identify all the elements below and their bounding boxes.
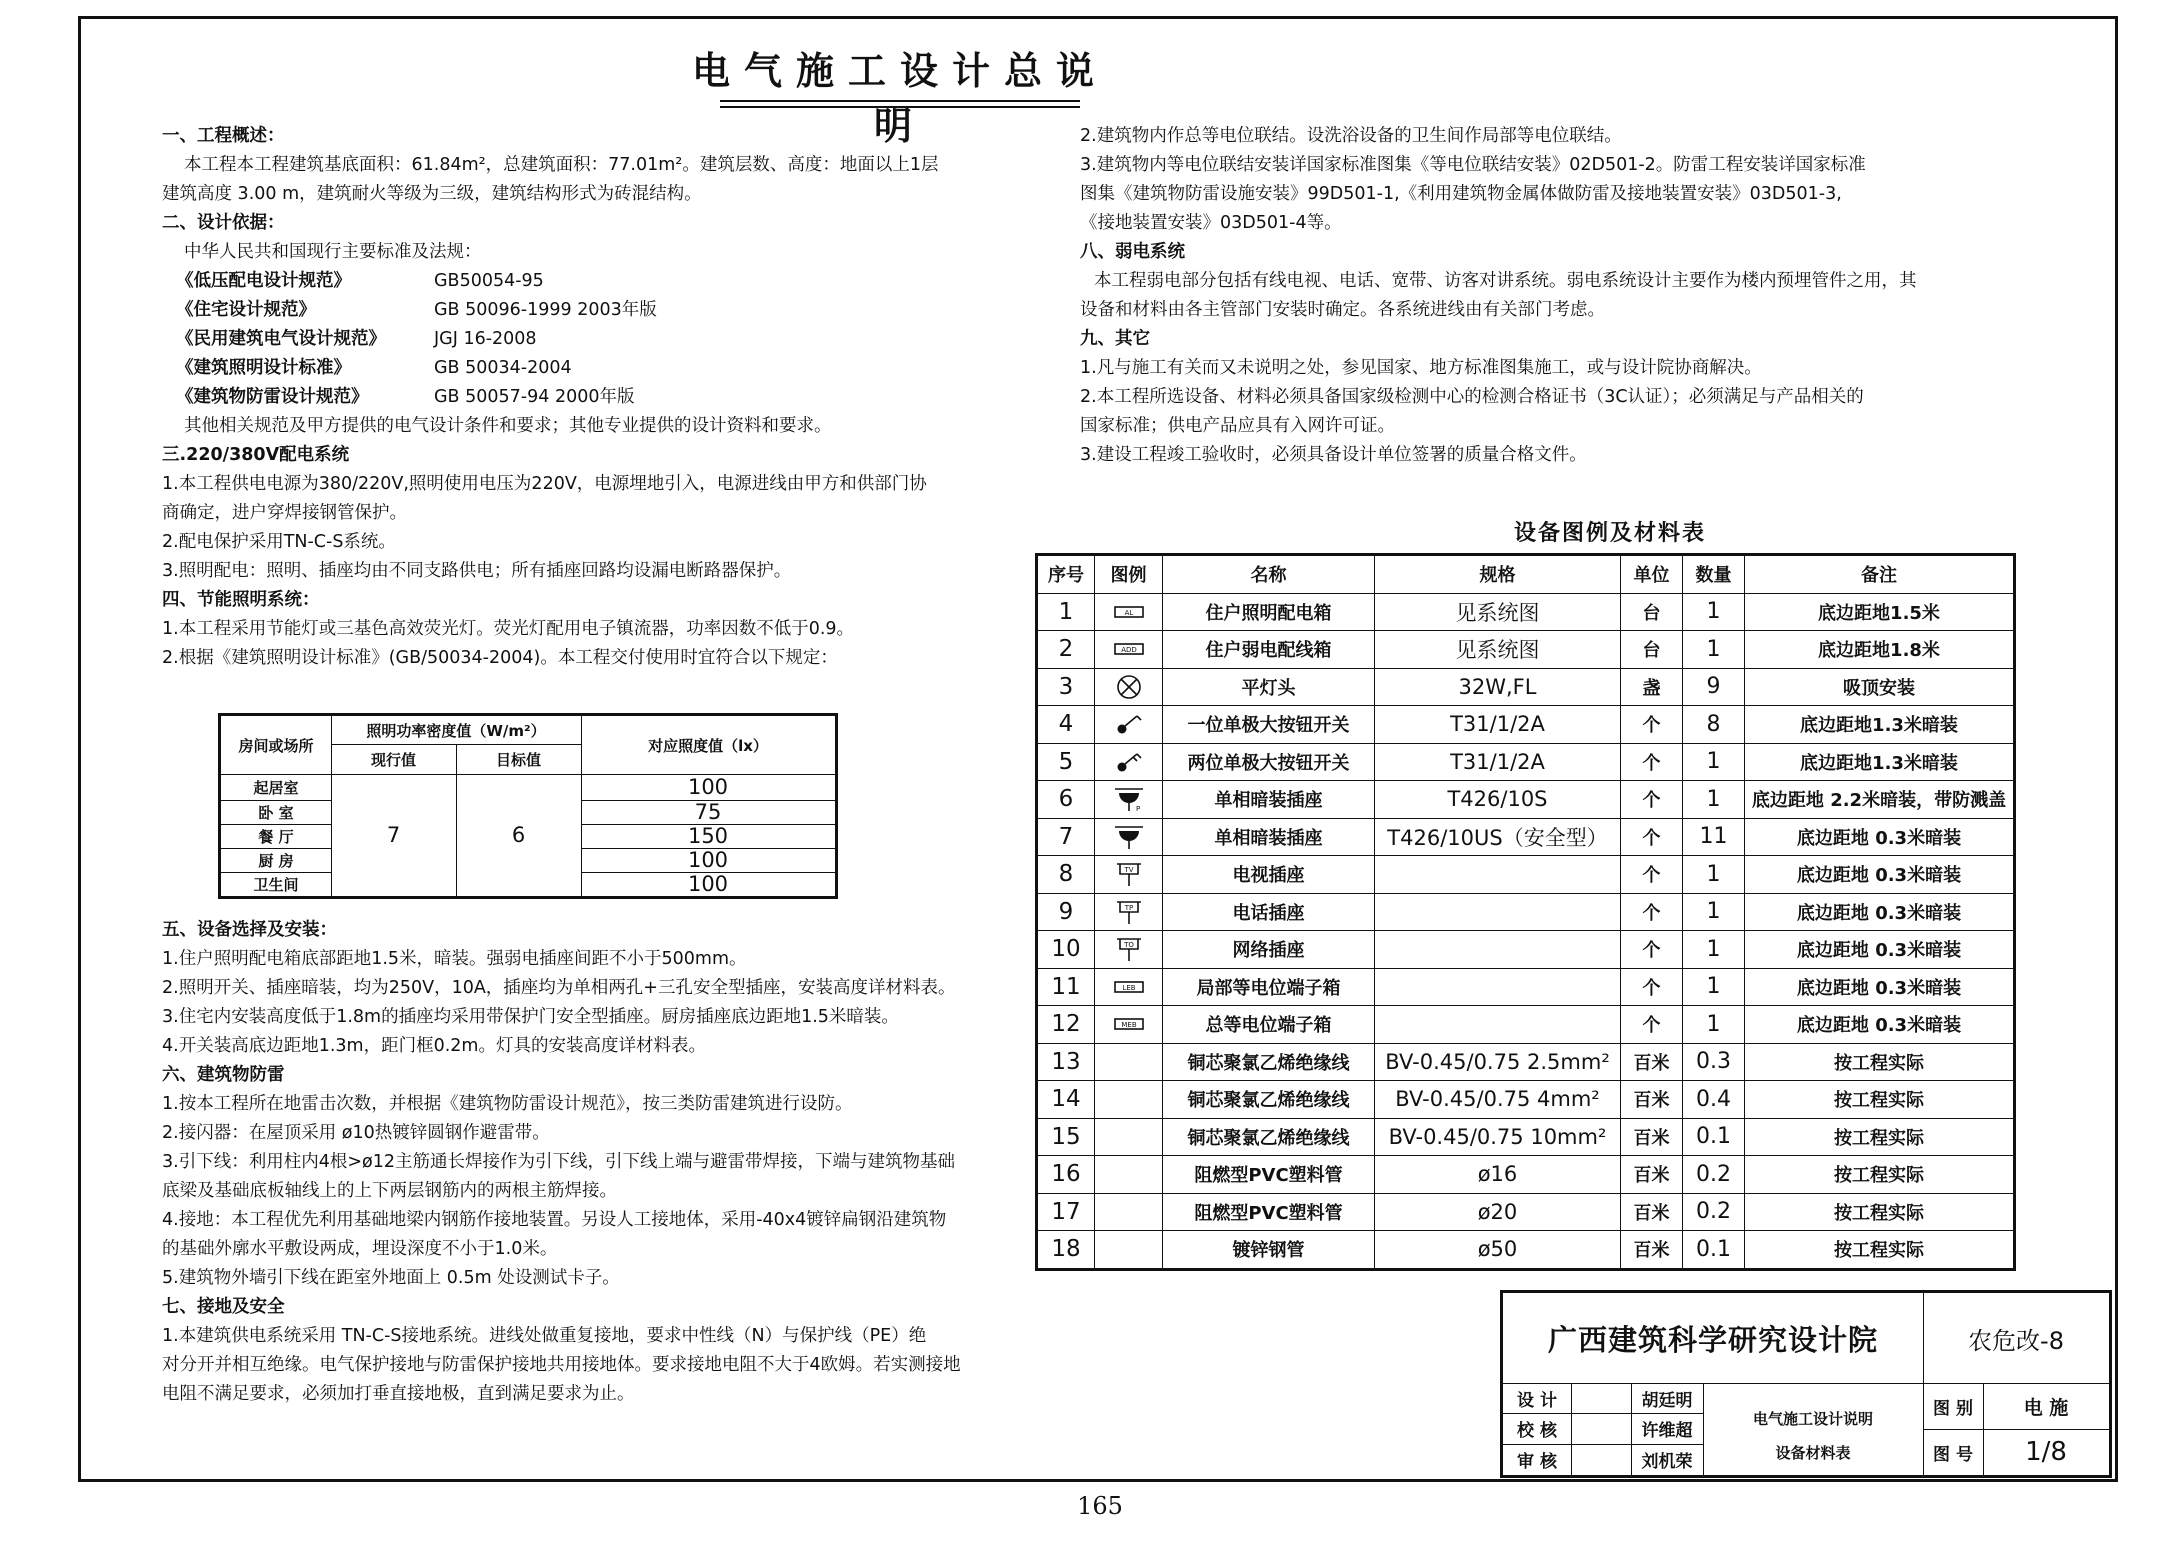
item-qty: 1 (1683, 931, 1745, 969)
row-number: 15 (1037, 1118, 1095, 1156)
item-note: 按工程实际 (1745, 1081, 2015, 1119)
paragraph: 3.照明配电：照明、插座均由不同支路供电；所有插座回路均设漏电断路器保护。 (162, 561, 792, 581)
item-spec: ø16 (1375, 1156, 1621, 1194)
row-number: 18 (1037, 1231, 1095, 1270)
design-label: 设 计 (1517, 1390, 1557, 1411)
standard-code: GB50054-95 (434, 271, 544, 291)
item-note: 底边距地1.5米 (1745, 593, 2015, 631)
column-header: 序号 (1037, 555, 1095, 594)
symbol-cell (1095, 1043, 1163, 1081)
paragraph: 1.本工程供电电源为380/220V,照明使用电压为220V，电源埋地引入，电源进线由甲方和供部门协 (162, 474, 927, 494)
paragraph: 1.本建筑供电系统采用 TN-C-S接地系统。进线处做重复接地，要求中性线（N）与保护线（PE）绝 (162, 1326, 927, 1346)
item-name: 铜芯聚氯乙烯绝缘线 (1163, 1043, 1375, 1081)
paragraph: 1.凡与施工有关而又未说明之处，参见国家、地方标准图集施工，或与设计院协商解决。 (1080, 358, 1762, 378)
svg-text:TO: TO (1123, 941, 1134, 950)
number-label: 图 号 (1933, 1444, 1973, 1465)
paragraph: 商确定，进户穿焊接钢管保护。 (162, 503, 407, 523)
item-note: 按工程实际 (1745, 1118, 2015, 1156)
item-qty: 1 (1683, 781, 1745, 819)
item-name: 住户弱电配线箱 (1163, 631, 1375, 669)
svg-text:MEB: MEB (1120, 1021, 1137, 1030)
category-label: 图 别 (1933, 1398, 1973, 1419)
item-unit: 个 (1621, 968, 1683, 1006)
paragraph: 对分开并相互绝缘。电气保护接地与防雷保护接地共用接地体。要求接地电阻不大于4欧姆。若实测接地 (162, 1355, 961, 1375)
item-unit: 个 (1621, 931, 1683, 969)
item-note: 底边距地 0.3米暗装 (1745, 1006, 2015, 1044)
project-code: 农危改-8 (1968, 1326, 2064, 1355)
symbol-cell (1095, 1081, 1163, 1119)
item-spec: BV-0.45/0.75 10mm² (1375, 1118, 1621, 1156)
item-unit: 个 (1621, 743, 1683, 781)
lux-value: 100 (687, 872, 729, 896)
lamp-icon (1109, 673, 1149, 701)
table-row (1037, 931, 2015, 969)
paragraph: 5.建筑物外墙引下线在距室外地面上 0.5m 处设测试卡子。 (162, 1268, 620, 1288)
symbol-cell (1095, 818, 1163, 856)
socket-icon (1109, 823, 1149, 851)
item-name: 单相暗装插座 (1163, 818, 1375, 856)
item-qty: 0.3 (1683, 1043, 1745, 1081)
table-row (1037, 1156, 2015, 1194)
item-note: 按工程实际 (1745, 1156, 2015, 1194)
review-label: 审 核 (1517, 1452, 1557, 1472)
equipment-table-title: 设备图例及材料表 (1513, 521, 1706, 546)
room-name: 厨 房 (258, 851, 294, 870)
box-symbol-icon (1109, 635, 1149, 663)
symbol-cell (1095, 1231, 1163, 1270)
paragraph: 国家标准；供电产品应具有入网许可证。 (1080, 416, 1395, 436)
left-column (162, 122, 939, 673)
item-unit: 盏 (1621, 668, 1683, 706)
item-spec (1375, 856, 1621, 894)
room-name: 起居室 (253, 778, 299, 797)
symbol-cell (1095, 631, 1163, 669)
item-unit: 个 (1621, 818, 1683, 856)
item-qty: 0.4 (1683, 1081, 1745, 1119)
item-qty: 1 (1683, 893, 1745, 931)
paragraph: 2.照明开关、插座暗装，均为250V，10A，插座均为单相两孔+三孔安全型插座，安装高度详材料表。 (162, 978, 956, 998)
item-qty: 11 (1683, 818, 1745, 856)
table-row (1037, 631, 2015, 669)
item-unit: 个 (1621, 856, 1683, 894)
paragraph: 2.接闪器：在屋顶采用 ø10热镀锌圆钢作避雷带。 (162, 1123, 550, 1143)
item-qty: 1 (1683, 968, 1745, 1006)
row-number: 12 (1037, 1006, 1095, 1044)
item-note: 底边距地1.8米 (1745, 631, 2015, 669)
item-name: 电视插座 (1163, 856, 1375, 894)
paragraph: 建筑高度 3.00 m，建筑耐火等级为三级，建筑结构形式为砖混结构。 (162, 184, 702, 204)
standard-row (162, 296, 932, 325)
row-number: 14 (1037, 1081, 1095, 1119)
item-spec: BV-0.45/0.75 4mm² (1375, 1081, 1621, 1119)
item-unit: 台 (1621, 631, 1683, 669)
item-name: 一位单极大按钮开关 (1163, 706, 1375, 744)
symbol-cell (1095, 781, 1163, 819)
paragraph: 3.建设工程竣工验收时，必须具备设计单位签署的质量合格文件。 (1080, 445, 1587, 465)
drawing-title-2: 设备材料表 (1775, 1443, 1851, 1462)
header-density: 照明功率密度值（W/m²） (366, 721, 546, 740)
header-room: 房间或场所 (238, 736, 314, 755)
item-note: 底边距地 0.3米暗装 (1745, 893, 2015, 931)
standard-code: JGJ 16-2008 (434, 329, 537, 349)
svg-text:AL: AL (1124, 608, 1133, 617)
paragraph: 4.接地：本工程优先利用基础地梁内钢筋作接地装置。另设人工接地体，采用-40x4镀锌扁钢沿建筑物 (162, 1210, 947, 1230)
paragraph: 中华人民共和国现行主要标准及法规： (184, 242, 482, 262)
item-name: 镀锌钢管 (1163, 1231, 1375, 1270)
section-heading: 九、其它 (1080, 329, 1150, 349)
item-qty: 8 (1683, 706, 1745, 744)
page-number: 165 (1077, 1492, 1123, 1520)
item-spec (1375, 931, 1621, 969)
paragraph: 的基础外廓水平敷设两成，埋设深度不小于1.0米。 (162, 1239, 558, 1259)
standard-row (162, 354, 932, 383)
row-number: 17 (1037, 1193, 1095, 1231)
current-value: 7 (386, 823, 401, 847)
lighting-density-table (218, 713, 838, 899)
section-heading: 一、工程概述： (162, 126, 285, 146)
paragraph: 2.本工程所选设备、材料必须具备国家级检测中心的检测合格证书（3C认证）；必须满足与产品相关的 (1080, 387, 1864, 407)
item-name: 两位单极大按钮开关 (1163, 743, 1375, 781)
item-note: 按工程实际 (1745, 1043, 2015, 1081)
item-unit: 个 (1621, 706, 1683, 744)
paragraph: 1.按本工程所在地雷击次数，并根据《建筑物防雷设计规范》，按三类防雷建筑进行设防。 (162, 1094, 853, 1114)
item-unit: 百米 (1621, 1231, 1683, 1270)
symbol-cell (1095, 1193, 1163, 1231)
section-heading: 四、节能照明系统： (162, 590, 320, 610)
item-name: 铜芯聚氯乙烯绝缘线 (1163, 1118, 1375, 1156)
table-row (1037, 593, 2015, 631)
standard-name: 《建筑照明设计标准》 (176, 358, 351, 378)
paragraph: 3.住宅内安装高度低于1.8m的插座均采用带保护门安全型插座。厨房插座底边距地1.5米暗装。 (162, 1007, 899, 1027)
item-note: 底边距地 0.3米暗装 (1745, 931, 2015, 969)
left-column-lower (162, 916, 961, 1409)
table-row (1037, 1193, 2015, 1231)
row-number: 2 (1037, 631, 1095, 669)
header-target: 目标值 (495, 750, 541, 769)
svg-text:P: P (1135, 805, 1140, 814)
row-number: 11 (1037, 968, 1095, 1006)
paragraph: 2.根据《建筑照明设计标准》(GB/50034-2004)。本工程交付使用时宜符合以下规定： (162, 648, 838, 668)
designer-name: 胡廷明 (1641, 1390, 1693, 1411)
item-name: 铜芯聚氯乙烯绝缘线 (1163, 1081, 1375, 1119)
lux-value: 150 (687, 824, 729, 848)
item-spec: T426/10S (1375, 781, 1621, 819)
table-row (1037, 743, 2015, 781)
section-heading: 二、设计依据： (162, 213, 285, 233)
paragraph: 本工程本工程建筑基底面积：61.84m²，总建筑面积：77.01m²。建筑层数、高度：地面以上1层 (184, 155, 939, 175)
item-note: 按工程实际 (1745, 1231, 2015, 1270)
item-spec (1375, 968, 1621, 1006)
item-spec (1375, 893, 1621, 931)
item-spec: T426/10US（安全型） (1375, 818, 1621, 856)
table-row (1037, 818, 2015, 856)
paragraph: 4.开关装高底边距地1.3m，距门框0.2m。灯具的安装高度详材料表。 (162, 1036, 706, 1056)
symbol-cell (1095, 706, 1163, 744)
item-spec: T31/1/2A (1375, 706, 1621, 744)
section-heading: 三.220/380V配电系统 (162, 445, 350, 465)
standard-code: GB 50034-2004 (434, 358, 572, 378)
box-symbol-icon (1109, 598, 1149, 626)
row-number: 16 (1037, 1156, 1095, 1194)
paragraph: 2.配电保护采用TN-C-S系统。 (162, 532, 396, 552)
checker-name: 许维超 (1641, 1421, 1693, 1441)
item-spec: T31/1/2A (1375, 743, 1621, 781)
standard-code: GB 50057-94 2000年版 (434, 387, 635, 407)
lux-value: 100 (687, 848, 729, 872)
item-name: 总等电位端子箱 (1163, 1006, 1375, 1044)
item-unit: 个 (1621, 1006, 1683, 1044)
table-row (1037, 1231, 2015, 1270)
room-name: 卧 室 (258, 803, 294, 822)
table-row (1037, 893, 2015, 931)
item-name: 电话插座 (1163, 893, 1375, 931)
room-name: 卫生间 (253, 875, 299, 894)
column-header: 备注 (1745, 555, 2015, 594)
item-unit: 百米 (1621, 1193, 1683, 1231)
column-header: 图例 (1095, 555, 1163, 594)
item-name: 住户照明配电箱 (1163, 593, 1375, 631)
item-spec (1375, 1006, 1621, 1044)
svg-text:TV: TV (1123, 866, 1134, 875)
item-spec: 见系统图 (1375, 593, 1621, 631)
title-underline (720, 100, 1080, 102)
item-note: 底边距地 0.3米暗装 (1745, 856, 2015, 894)
svg-text:LEB: LEB (1121, 983, 1136, 992)
svg-text:ADD: ADD (1120, 646, 1137, 655)
drawing-title-1: 电气施工设计说明 (1752, 1409, 1873, 1428)
institute-name: 广西建筑科学研究设计院 (1547, 1322, 1878, 1357)
item-name: 单相暗装插座 (1163, 781, 1375, 819)
reviewer-name: 刘机荣 (1641, 1452, 1693, 1472)
table-row (1037, 968, 2015, 1006)
item-name: 网络插座 (1163, 931, 1375, 969)
right-column (1080, 122, 1917, 470)
paragraph: 1.本工程采用节能灯或三基色高效荧光灯。荧光灯配用电子镇流器，功率因数不低于0.9。 (162, 619, 855, 639)
standard-name: 《民用建筑电气设计规范》 (176, 329, 386, 349)
section-heading: 六、建筑物防雷 (162, 1065, 285, 1085)
column-header: 名称 (1163, 555, 1375, 594)
symbol-cell (1095, 931, 1163, 969)
standard-row (162, 383, 932, 412)
item-note: 底边距地1.3米暗装 (1745, 743, 2015, 781)
item-note: 底边距地 2.2米暗装，带防溅盖 (1745, 781, 2015, 819)
table-row (1037, 856, 2015, 894)
item-name: 平灯头 (1163, 668, 1375, 706)
title-underline (720, 106, 1080, 108)
outlet-icon (1109, 935, 1149, 963)
table-row (1037, 1043, 2015, 1081)
table-row (1037, 706, 2015, 744)
paragraph: 1.住户照明配电箱底部距地1.5米，暗装。强弱电插座间距不小于500mm。 (162, 949, 747, 969)
item-qty: 9 (1683, 668, 1745, 706)
section-heading: 五、设备选择及安装： (162, 920, 337, 940)
item-qty: 1 (1683, 856, 1745, 894)
column-header: 规格 (1375, 555, 1621, 594)
lux-value: 100 (687, 775, 729, 799)
paragraph: 其他相关规范及甲方提供的电气设计条件和要求；其他专业提供的设计资料和要求。 (184, 416, 832, 436)
item-name: 阻燃型PVC塑料管 (1163, 1156, 1375, 1194)
header-lux: 对应照度值（lx） (648, 736, 768, 755)
item-spec: 32W,FL (1375, 668, 1621, 706)
paragraph: 电阻不满足要求，必须加打垂直接地极，直到满足要求为止。 (162, 1384, 635, 1404)
svg-text:TP: TP (1124, 903, 1133, 912)
symbol-cell (1095, 593, 1163, 631)
item-qty: 1 (1683, 631, 1745, 669)
item-unit: 台 (1621, 593, 1683, 631)
row-number: 6 (1037, 781, 1095, 819)
table-row (1037, 1006, 2015, 1044)
box-symbol-icon (1109, 1010, 1149, 1038)
header-current: 现行值 (370, 750, 416, 769)
signature-cell (1571, 1383, 1631, 1413)
item-unit: 百米 (1621, 1118, 1683, 1156)
paragraph: 《接地装置安装》03D501-4等。 (1080, 213, 1342, 233)
symbol-cell (1095, 968, 1163, 1006)
switch-icon (1109, 748, 1149, 776)
item-qty: 1 (1683, 1006, 1745, 1044)
item-qty: 0.2 (1683, 1193, 1745, 1231)
check-label: 校 核 (1517, 1421, 1557, 1441)
item-qty: 0.2 (1683, 1156, 1745, 1194)
standard-name: 《低压配电设计规范》 (176, 271, 351, 291)
standard-name: 《建筑物防雷设计规范》 (176, 387, 369, 407)
item-qty: 1 (1683, 743, 1745, 781)
lux-value: 75 (694, 800, 722, 824)
page-title: 电气施工设计总说明 (691, 49, 1108, 148)
item-unit: 百米 (1621, 1156, 1683, 1194)
category-value: 电 施 (2023, 1396, 2069, 1419)
row-number: 3 (1037, 668, 1095, 706)
column-header: 数量 (1683, 555, 1745, 594)
row-number: 4 (1037, 706, 1095, 744)
row-number: 13 (1037, 1043, 1095, 1081)
column-header: 单位 (1621, 555, 1683, 594)
row-number: 1 (1037, 593, 1095, 631)
section-heading: 七、接地及安全 (162, 1297, 285, 1317)
item-qty: 1 (1683, 593, 1745, 631)
item-unit: 个 (1621, 781, 1683, 819)
symbol-cell (1095, 1118, 1163, 1156)
table-row (1037, 668, 2015, 706)
number-value: 1/8 (2025, 1437, 2067, 1467)
standard-code: GB 50096-1999 2003年版 (434, 300, 657, 320)
title-block (1500, 1290, 2112, 1478)
row-number: 7 (1037, 818, 1095, 856)
table-row (1037, 1081, 2015, 1119)
item-spec: BV-0.45/0.75 2.5mm² (1375, 1043, 1621, 1081)
outlet-icon (1109, 860, 1149, 888)
item-note: 底边距地 0.3米暗装 (1745, 968, 2015, 1006)
item-spec: ø20 (1375, 1193, 1621, 1231)
standard-row (162, 325, 932, 354)
paragraph: 底梁及基础底板轴线上的上下两层钢筋内的两根主筋焊接。 (162, 1181, 617, 1201)
item-unit: 百米 (1621, 1043, 1683, 1081)
row-number: 5 (1037, 743, 1095, 781)
item-qty: 0.1 (1683, 1231, 1745, 1270)
item-note: 底边距地 0.3米暗装 (1745, 818, 2015, 856)
table-header-row (1037, 555, 2015, 594)
standard-name: 《住宅设计规范》 (176, 300, 316, 320)
paragraph: 本工程弱电部分包括有线电视、电话、宽带、访客对讲系统。弱电系统设计主要作为楼内预埋管件之用，其 (1094, 271, 1917, 291)
paragraph: 设备和材料由各主管部门安装时确定。各系统进线由有关部门考虑。 (1080, 300, 1605, 320)
item-unit: 百米 (1621, 1081, 1683, 1119)
item-spec: ø50 (1375, 1231, 1621, 1270)
item-qty: 0.1 (1683, 1118, 1745, 1156)
row-number: 9 (1037, 893, 1095, 931)
outlet-icon (1109, 898, 1149, 926)
symbol-cell (1095, 856, 1163, 894)
item-name: 阻燃型PVC塑料管 (1163, 1193, 1375, 1231)
item-note: 底边距地1.3米暗装 (1745, 706, 2015, 744)
socket-icon (1109, 785, 1149, 813)
table-row (1037, 1118, 2015, 1156)
row-number: 10 (1037, 931, 1095, 969)
equipment-table (1035, 553, 2016, 1271)
symbol-cell (1095, 743, 1163, 781)
target-value: 6 (511, 823, 526, 847)
table-row (1037, 781, 2015, 819)
standard-row (162, 267, 932, 296)
room-name: 餐 厅 (258, 827, 294, 846)
paragraph: 图集《建筑物防雷设施安装》99D501-1,《利用建筑物金属体做防雷及接地装置安装》03D501-3, (1080, 184, 1842, 204)
box-symbol-icon (1109, 973, 1149, 1001)
item-unit: 个 (1621, 893, 1683, 931)
symbol-cell (1095, 1156, 1163, 1194)
section-heading: 八、弱电系统 (1080, 242, 1185, 262)
item-name: 局部等电位端子箱 (1163, 968, 1375, 1006)
item-note: 按工程实际 (1745, 1193, 2015, 1231)
paragraph: 3.建筑物内等电位联结安装详国家标准图集《等电位联结安装》02D501-2。防雷工程安装详国家标准 (1080, 155, 1866, 175)
item-note: 吸顶安装 (1745, 668, 2015, 706)
switch-icon (1109, 710, 1149, 738)
paragraph: 3.引下线：利用柱内4根>ø12主筋通长焊接作为引下线，引下线上端与避雷带焊接，下端与建筑物基础 (162, 1152, 955, 1172)
row-number: 8 (1037, 856, 1095, 894)
symbol-cell (1095, 893, 1163, 931)
item-spec: 见系统图 (1375, 631, 1621, 669)
paragraph: 2.建筑物内作总等电位联结。设洗浴设备的卫生间作局部等电位联结。 (1080, 126, 1622, 146)
symbol-cell (1095, 668, 1163, 706)
symbol-cell (1095, 1006, 1163, 1044)
